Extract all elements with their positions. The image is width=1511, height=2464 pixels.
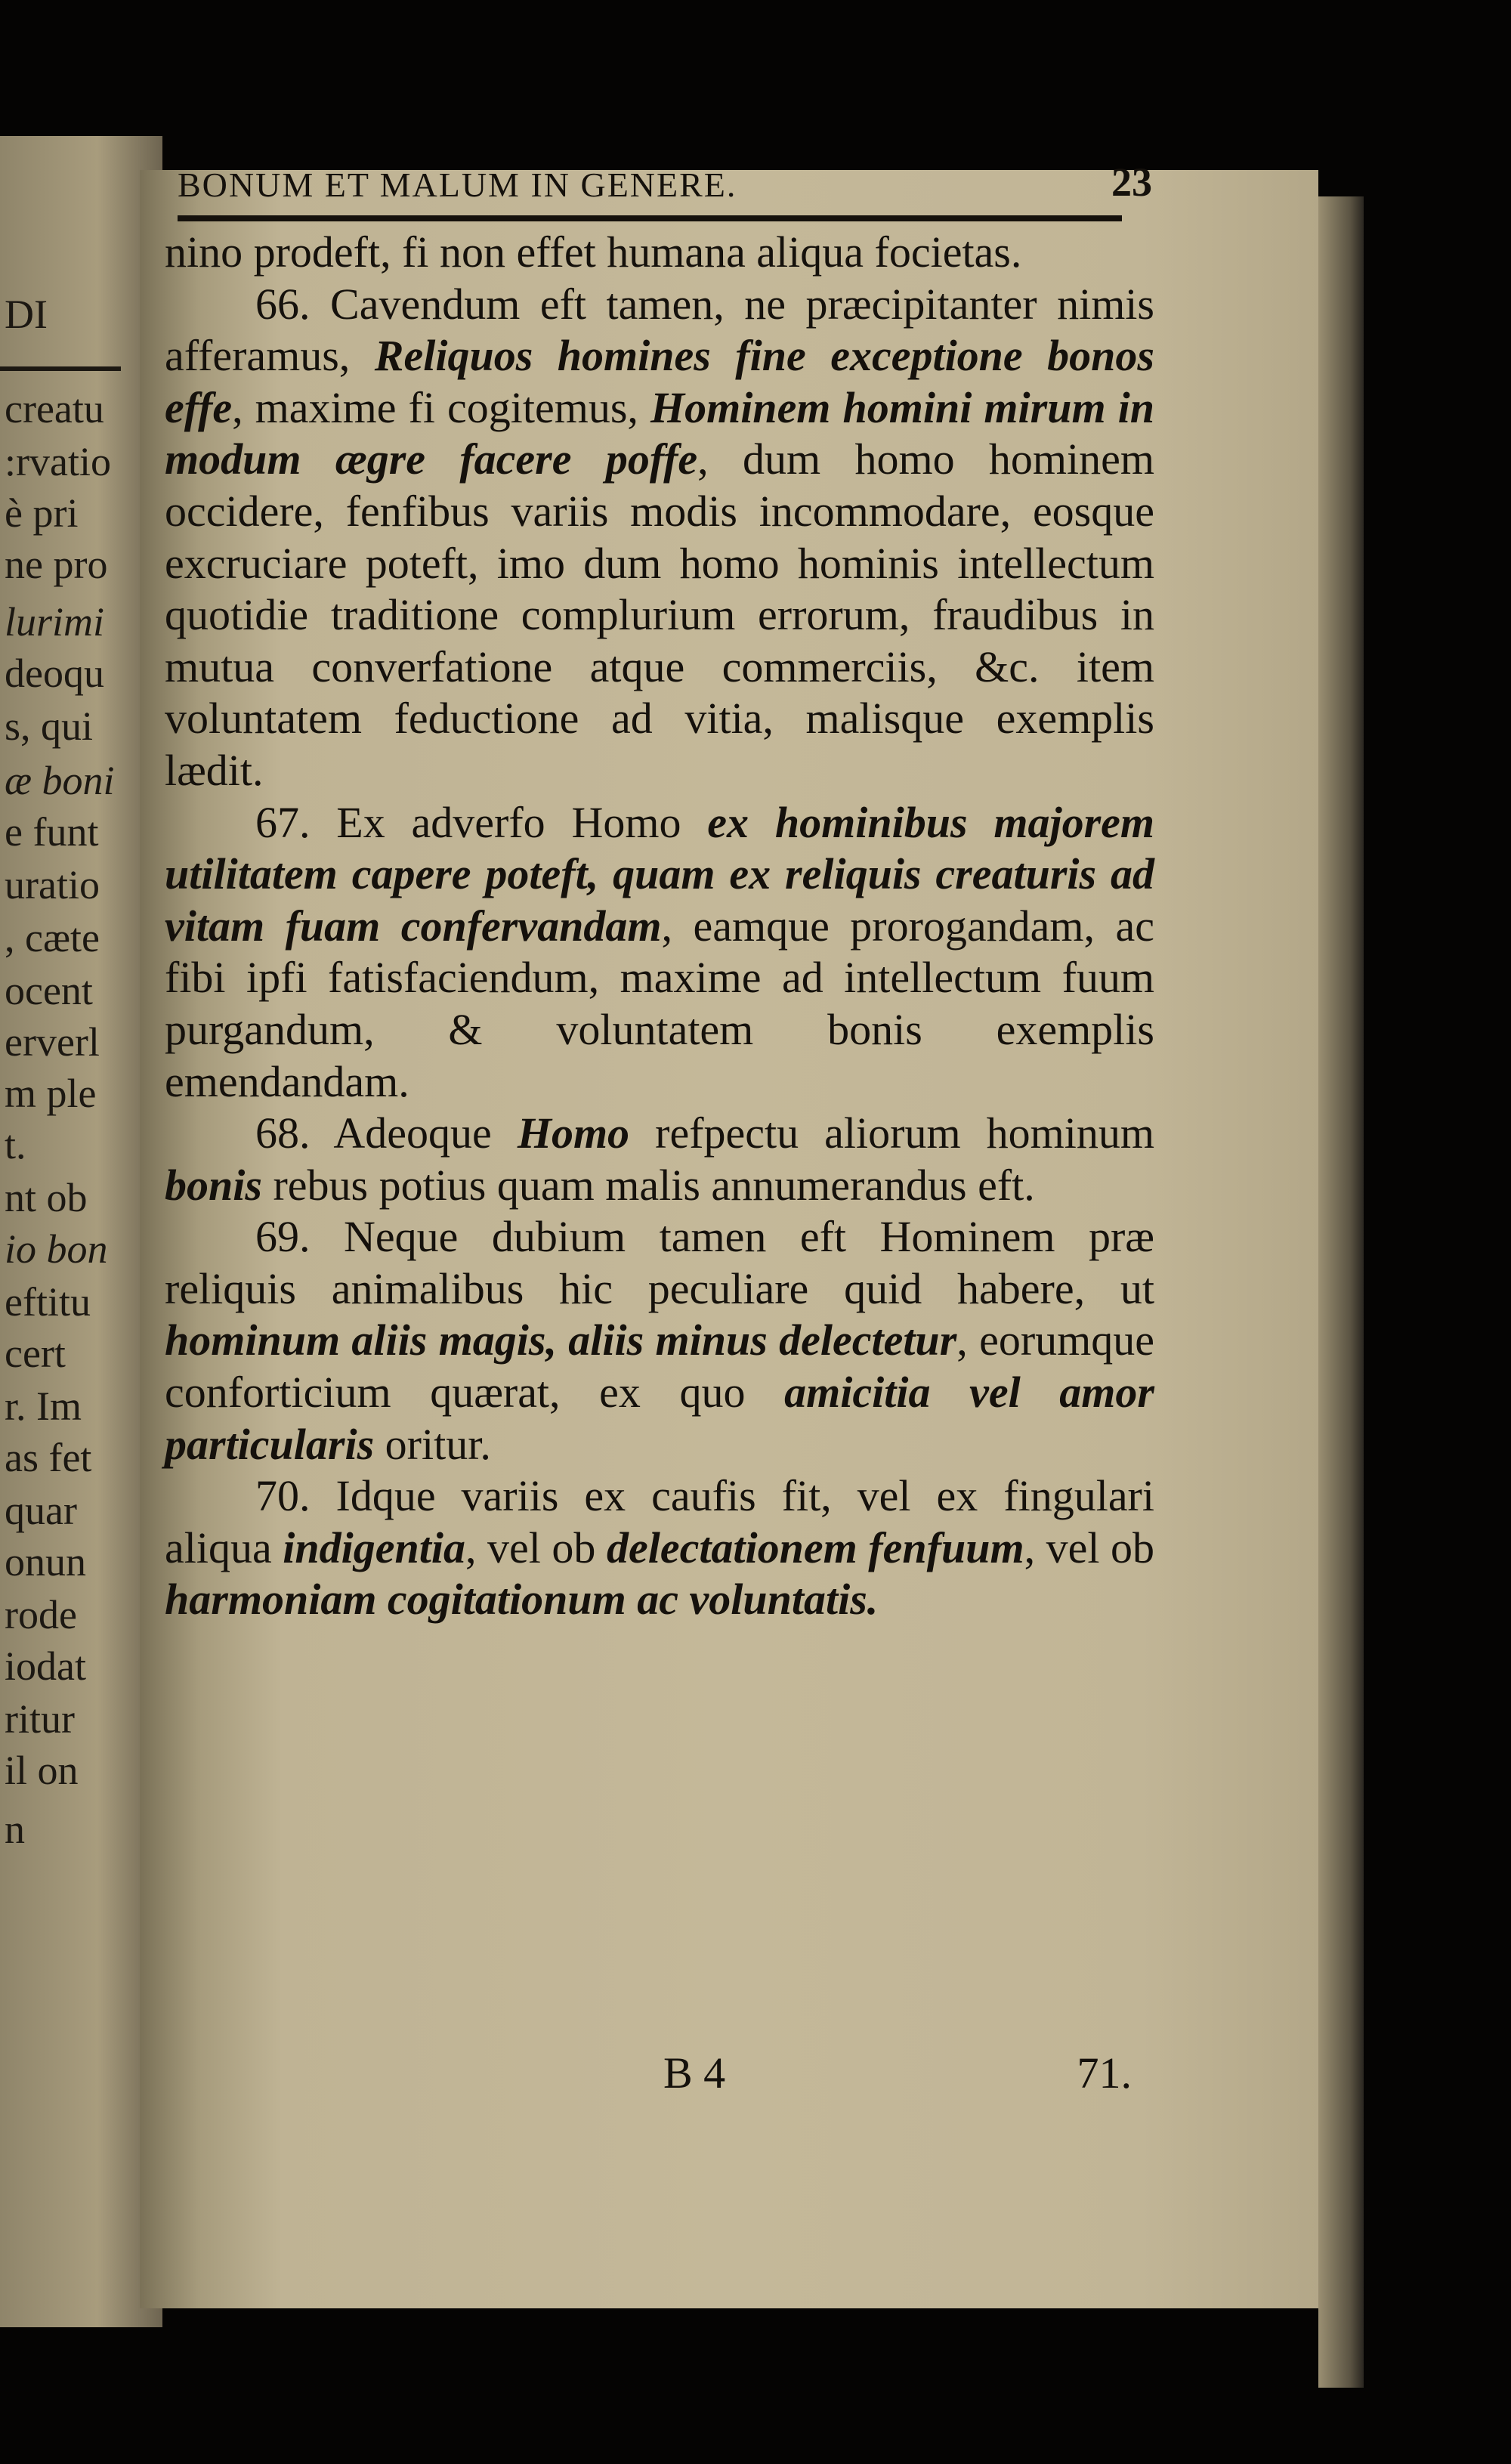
previous-page-line: ne pro bbox=[5, 542, 108, 587]
previous-page-line: uratio bbox=[5, 862, 100, 907]
previous-page-line: erverl bbox=[5, 1019, 100, 1065]
previous-page-line: ritur bbox=[5, 1696, 75, 1742]
previous-page-line: :rvatio bbox=[5, 439, 111, 484]
previous-page-line: onun bbox=[5, 1539, 86, 1584]
italic-text-segment: Hominem homini mirum in modum ægre facere poffe bbox=[165, 382, 1154, 484]
paragraph bbox=[165, 279, 1154, 797]
previous-page-line: ocent bbox=[5, 968, 93, 1013]
italic-text-segment: Homo bbox=[517, 1108, 630, 1158]
signature-mark: B 4 bbox=[663, 2048, 726, 2098]
paragraph bbox=[165, 1211, 1154, 1470]
italic-text-segment: delectationem fenfuum bbox=[606, 1523, 1024, 1572]
text-segment: oritur. bbox=[374, 1419, 491, 1469]
previous-page-line: io bon bbox=[5, 1226, 108, 1272]
text-segment: , maxime fi cogitemus, bbox=[232, 382, 650, 432]
text-segment: refpectu aliorum hominum bbox=[629, 1108, 1155, 1158]
previous-page-line: r. Im bbox=[5, 1383, 82, 1429]
catchword: 71. bbox=[1077, 2048, 1132, 2098]
previous-page-header-rule bbox=[0, 366, 121, 371]
text-segment: , eamque prorogandam, ac fibi ipfi fatisfaciendum, maxime ad intellectum fuum purgandum, & voluntatem bonis exemplis emendandam. bbox=[165, 901, 1154, 1106]
italic-text-segment: bonis bbox=[165, 1160, 262, 1210]
paragraph bbox=[165, 1108, 1154, 1211]
page-body-text bbox=[165, 227, 1154, 1626]
paragraph bbox=[165, 797, 1154, 1108]
italic-text-segment: Reliquos homines fine exceptione bonos effe bbox=[165, 331, 1154, 432]
paragraph bbox=[165, 227, 1154, 279]
italic-text-segment: harmoniam cogitationum ac voluntatis. bbox=[165, 1575, 879, 1625]
previous-page-line: il on bbox=[5, 1748, 79, 1793]
page-number: 23 bbox=[1111, 159, 1152, 205]
previous-page-line: as fet bbox=[5, 1435, 92, 1480]
previous-page-line: creatu bbox=[5, 386, 104, 431]
paragraph bbox=[165, 1470, 1154, 1626]
italic-text-segment: indigentia bbox=[283, 1523, 465, 1572]
text-segment: 68. Adeoque bbox=[255, 1108, 518, 1158]
previous-page-line: cert bbox=[5, 1331, 66, 1376]
page-edge-shadow bbox=[1318, 196, 1364, 2388]
running-title: BONUM ET MALUM IN GENERE. bbox=[178, 165, 737, 204]
text-segment: rebus potius quam malis annumerandus eft. bbox=[261, 1160, 1035, 1210]
previous-page-line: quar bbox=[5, 1488, 77, 1533]
text-segment: , vel ob bbox=[1024, 1523, 1155, 1572]
previous-page-line: nt ob bbox=[5, 1175, 88, 1220]
previous-page-line: s, qui bbox=[5, 703, 94, 749]
previous-page-line: rode bbox=[5, 1592, 77, 1637]
italic-text-segment: hominum aliis magis, aliis minus delectetur bbox=[165, 1315, 957, 1365]
previous-page-line: lurimi bbox=[5, 599, 105, 645]
text-segment: , eorumque conforticium quærat, ex quo bbox=[165, 1315, 1154, 1417]
text-segment: 70. Idque variis ex caufis fit, vel ex fingulari aliqua bbox=[165, 1471, 1154, 1572]
text-segment: , dum homo hominem occidere, fenfibus variis modis incommodare, eosque excruciare poteft, imo dum homo hominis intellectum quotidie traditione complurium errorum, fraudibus in mutua converfatione atque commerciis, &c. item voluntatem feductione ad vitia, malisque exemplis lædit. bbox=[165, 434, 1154, 795]
previous-page-line: , cæte bbox=[5, 915, 100, 960]
previous-page-line: t. bbox=[5, 1122, 26, 1167]
previous-page-line: è pri bbox=[5, 490, 79, 536]
previous-page-line: e funt bbox=[5, 809, 99, 855]
previous-page-line: iodat bbox=[5, 1643, 86, 1689]
text-segment: 66. Cavendum eft tamen, ne præcipitanter nimis afferamus, bbox=[165, 279, 1154, 381]
italic-text-segment: amicitia vel amor particularis bbox=[165, 1368, 1154, 1469]
italic-text-segment: ex hominibus majorem utilitatem capere poteft, quam ex reliquis creaturis ad vitam fuam confervandam bbox=[165, 797, 1155, 951]
previous-page-line: DI bbox=[5, 292, 48, 337]
previous-page-line: eftitu bbox=[5, 1279, 91, 1325]
previous-page-line: n bbox=[5, 1807, 25, 1852]
previous-page-line: m ple bbox=[5, 1071, 97, 1116]
previous-page-edge bbox=[0, 136, 162, 2327]
previous-page-line: æ boni bbox=[5, 758, 115, 803]
text-segment: 67. Ex adverfo Homo bbox=[255, 797, 708, 847]
previous-page-line: deoqu bbox=[5, 651, 104, 696]
text-segment: , vel ob bbox=[465, 1523, 607, 1572]
text-segment: nino prodeft, fi non effet humana aliqua focietas. bbox=[165, 227, 1022, 277]
text-segment: 69. Neque dubium tamen eft Hominem præ reliquis animalibus hic peculiare quid habere, ut bbox=[165, 1212, 1154, 1313]
page-footer bbox=[165, 2048, 1154, 2108]
header-rule bbox=[178, 215, 1122, 221]
running-header bbox=[178, 150, 1152, 210]
